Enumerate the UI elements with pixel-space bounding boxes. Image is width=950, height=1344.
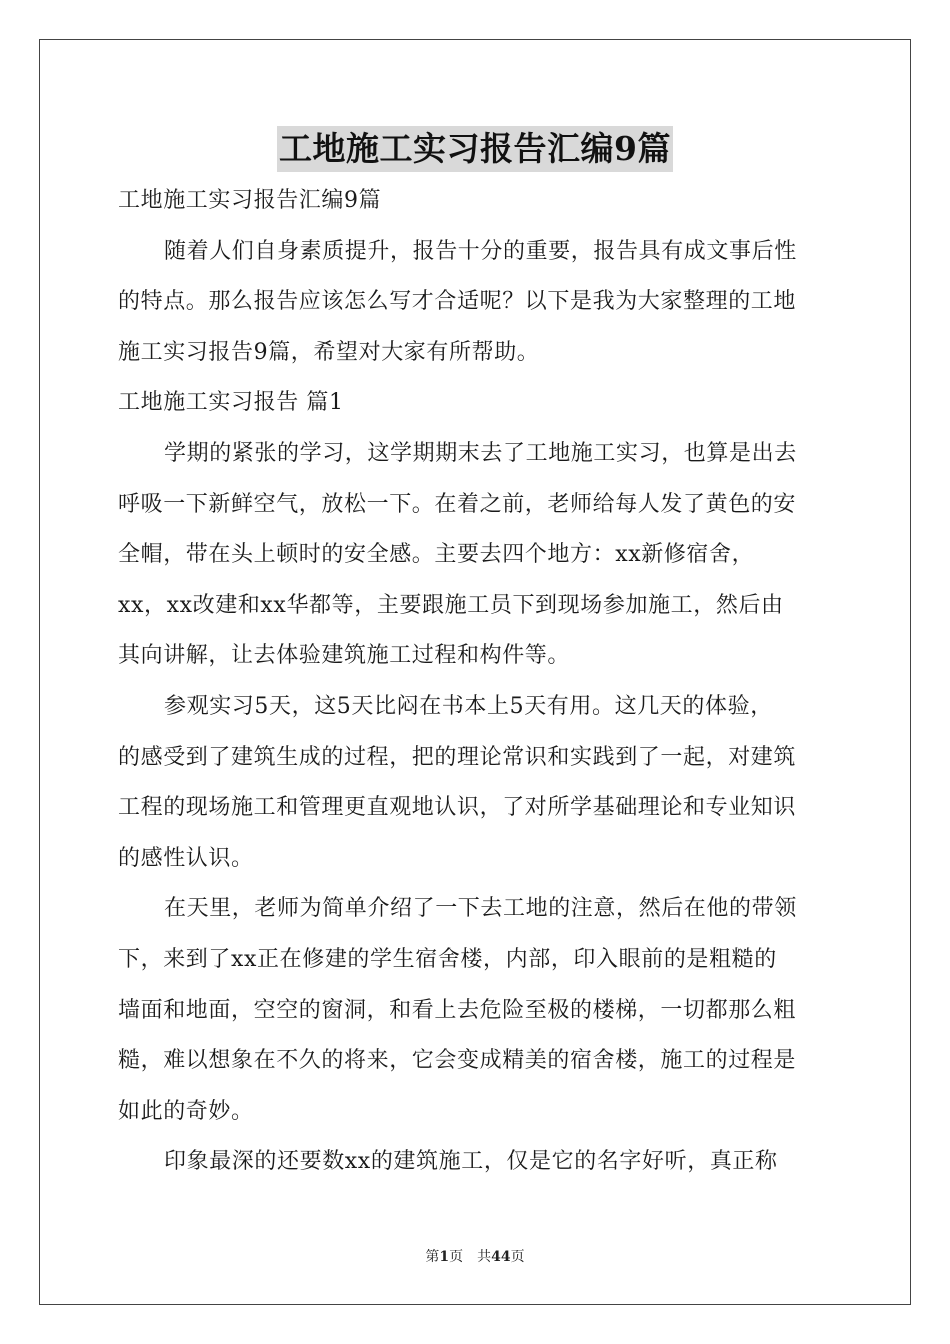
document-title: 工地施工实习报告汇编9篇 (277, 126, 673, 172)
text-line: 施工实习报告9篇，希望对大家有所帮助。 (118, 339, 540, 365)
text-line: 下，来到了xx正在修建的学生宿舍楼，内部，印入眼前的是粗糙的 (118, 946, 777, 972)
footer-suffix: 页 (510, 1249, 525, 1265)
text-line: 墙面和地面，空空的窗洞，和看上去危险至极的楼梯，一切都那么粗 (118, 997, 797, 1023)
text-line: 如此的奇妙。 (118, 1098, 254, 1124)
total-page-count: 44 (491, 1249, 511, 1265)
text-line: xx，xx改建和xx华都等，主要跟施工员下到现场参加施工，然后由 (118, 592, 784, 618)
text-line: 的感受到了建筑生成的过程，把的理论常识和实践到了一起，对建筑 (118, 744, 797, 770)
text-line: 学期的紧张的学习，这学期期末去了工地施工实习，也算是出去 (164, 440, 797, 466)
text-line: 的特点。那么报告应该怎么写才合适呢？以下是我为大家整理的工地 (118, 289, 797, 315)
text-line: 呼吸一下新鲜空气，放松一下。在着之前，老师给每人发了黄色的安 (118, 491, 797, 517)
text-line: 在天里，老师为简单介绍了一下去工地的注意，然后在他的带领 (164, 896, 797, 922)
text-line: 印象最深的还要数xx的建筑施工，仅是它的名字好听，真正称 (164, 1149, 778, 1175)
text-line: 工地施工实习报告汇编9篇 (118, 188, 382, 213)
text-line: 其向讲解，让去体验建筑施工过程和构件等。 (118, 643, 571, 669)
text-line: 糙，难以想象在不久的将来，它会变成精美的宿舍楼，施工的过程是 (118, 1048, 797, 1074)
footer-mid: 页 共 (449, 1249, 492, 1265)
text-line: 随着人们自身素质提升，报告十分的重要，报告具有成文事后性 (164, 238, 797, 264)
title-wrap (0, 126, 950, 172)
text-line: 全帽，带在头上顿时的安全感。主要去四个地方：xx新修宿舍， (118, 542, 755, 568)
document-body (118, 176, 838, 1188)
text-line: 工地施工实习报告 篇1 (118, 390, 344, 416)
current-page-number: 1 (439, 1249, 450, 1265)
text-line: 参观实习5天，这5天比闷在书本上5天有用。这几天的体验， (164, 693, 773, 719)
text-line: 的感性认识。 (118, 845, 254, 871)
footer-prefix: 第 (425, 1249, 440, 1265)
page-footer (0, 1246, 950, 1266)
text-line: 工程的现场施工和管理更直观地认识，了对所学基础理论和专业知识 (118, 795, 797, 821)
